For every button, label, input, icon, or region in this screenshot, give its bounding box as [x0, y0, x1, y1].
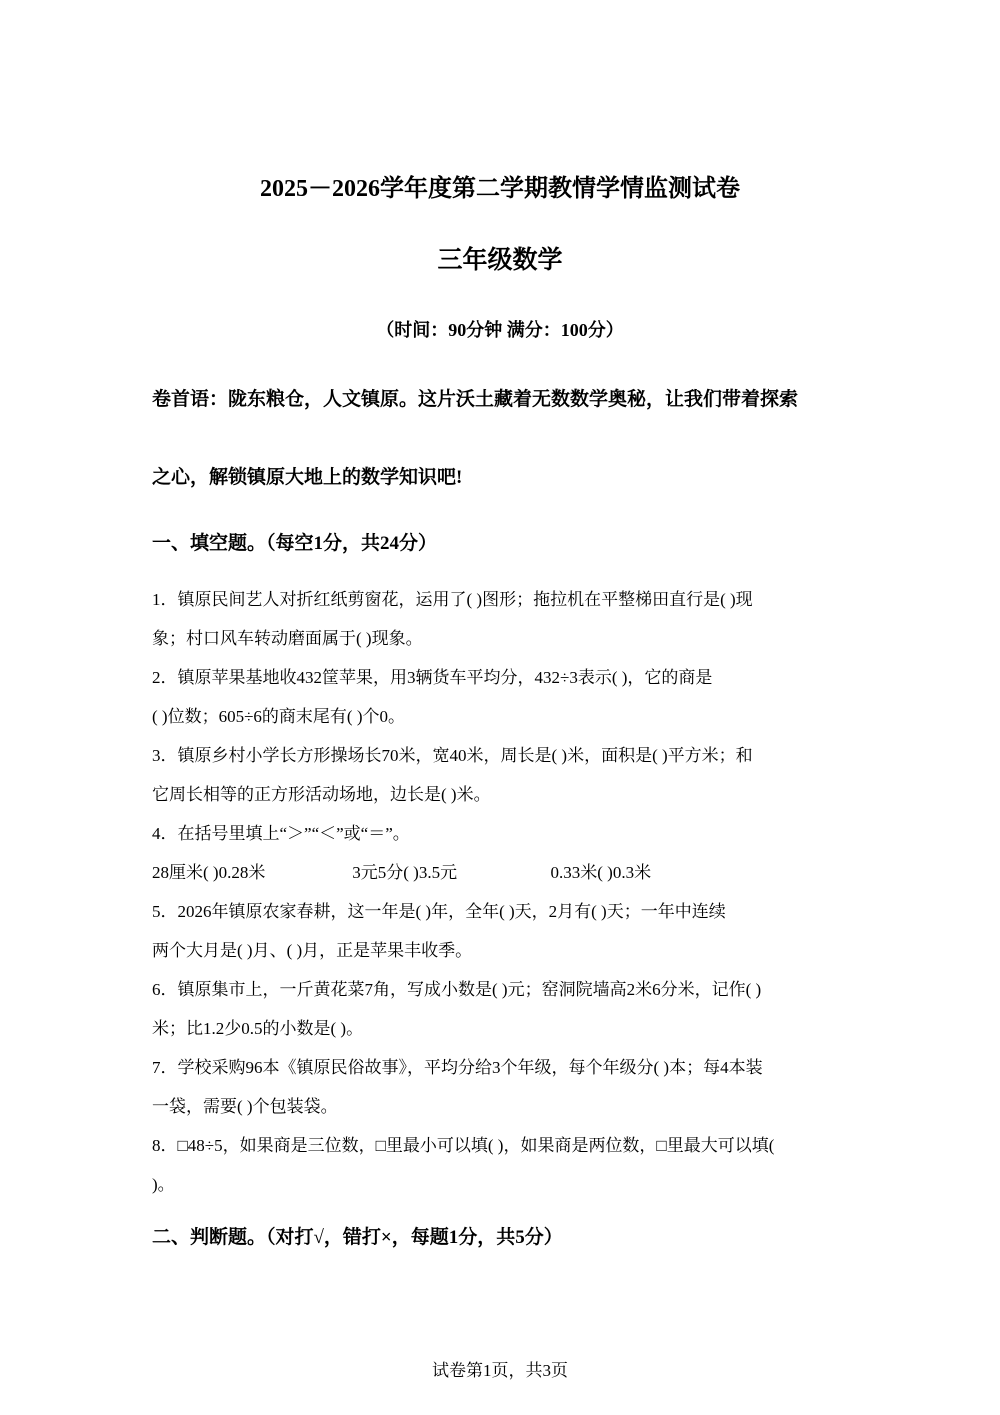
- section-2-heading: 二、判断题。（对打√，错打×，每题1分，共5分）: [152, 1227, 563, 1248]
- section-1-heading: 一、填空题。（每空1分，共24分）: [152, 533, 438, 554]
- question-line: 4．在括号里填上“＞”“＜”或“＝”。: [152, 824, 410, 843]
- question-line: ( )位数；605÷6的商末尾有( )个0。: [152, 707, 405, 726]
- question-line: 8．□48÷5，如果商是三位数，□里最小可以填( )，如果商是两位数，□里最大可以填(: [152, 1136, 775, 1155]
- question-line: 象；村口风车转动磨面属于( )现象。: [152, 629, 423, 648]
- question-line: 6．镇原集市上，一斤黄花菜7角，写成小数是( )元；窑洞院墙高2米6分米，记作( ): [152, 980, 762, 999]
- exam-title: 2025－2026学年度第二学期教情学情监测试卷: [260, 176, 740, 202]
- page-footer: 试卷第1页，共3页: [432, 1361, 568, 1380]
- question-line: 米；比1.2少0.5的小数是( )。: [152, 1019, 364, 1038]
- question-line: 一袋，需要( )个包装袋。: [152, 1097, 338, 1116]
- exam-subtitle: 三年级数学: [437, 247, 563, 274]
- compare-item: 3元5分( )3.5元: [352, 863, 458, 882]
- compare-row: [152, 858, 852, 883]
- question-line: 1．镇原民间艺人对折红纸剪窗花，运用了( )图形；拖拉机在平整梯田直行是( )现: [152, 590, 753, 609]
- question-line: 2．镇原苹果基地收432筐苹果，用3辆货车平均分，432÷3表示( )，它的商是: [152, 668, 713, 687]
- compare-item: 28厘米( )0.28米: [152, 863, 266, 882]
- exam-time-info: （时间：90分钟 满分：100分）: [376, 320, 624, 340]
- preface-line-2: 之心，解锁镇原大地上的数学知识吧!: [152, 467, 463, 488]
- question-line: 5．2026年镇原农家春耕，这一年是( )年，全年( )天，2月有( )天；一年中连续: [152, 902, 726, 921]
- question-line: 它周长相等的正方形活动场地，边长是( )米。: [152, 785, 491, 804]
- question-line: )。: [152, 1175, 175, 1194]
- preface-line-1: 卷首语：陇东粮仓，人文镇原。这片沃土藏着无数数学奥秘，让我们带着探索: [152, 389, 799, 410]
- question-line: 两个大月是( )月、( )月，正是苹果丰收季。: [152, 941, 473, 960]
- compare-item: 0.33米( )0.3米: [550, 863, 652, 882]
- question-line: 7．学校采购96本《镇原民俗故事》，平均分给3个年级，每个年级分( )本；每4本装: [152, 1058, 763, 1077]
- question-line: 3．镇原乡村小学长方形操场长70米，宽40米，周长是( )米，面积是( )平方米；和: [152, 746, 753, 765]
